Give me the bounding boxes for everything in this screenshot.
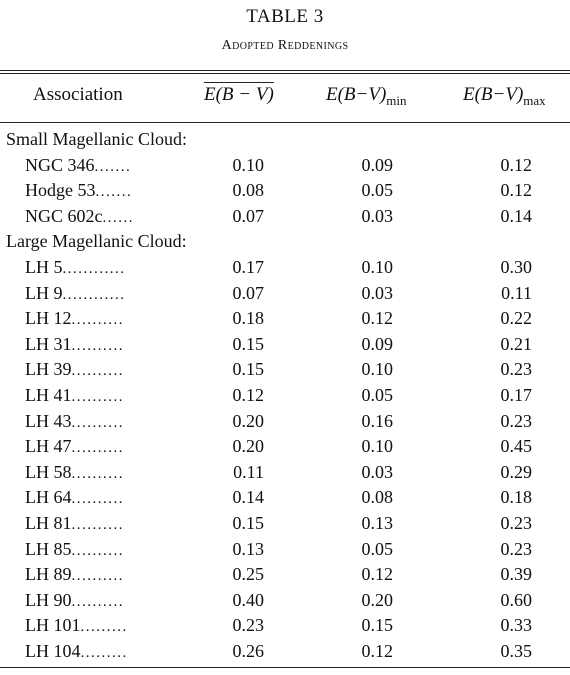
dot-leader: ....... [94, 158, 132, 175]
association-cell [25, 281, 126, 308]
header-rule [0, 122, 570, 123]
mean-reddening-cell: 0.11 [233, 461, 264, 482]
table-row [0, 281, 570, 306]
max-reddening-cell: 0.12 [500, 154, 532, 175]
association-name: LH 39 [25, 359, 72, 380]
min-reddening-cell: 0.16 [361, 410, 393, 431]
dot-leader: .......... [71, 465, 124, 482]
max-reddening-cell: 0.23 [500, 538, 532, 559]
header-row [0, 84, 570, 114]
association-name: LH 12 [25, 308, 72, 329]
table-row [0, 357, 570, 382]
dot-leader: .......... [71, 363, 124, 380]
mean-reddening-cell: 0.07 [232, 282, 264, 303]
max-reddening-symbol: E(B−V) [463, 84, 524, 105]
mean-reddening-cell: 0.15 [232, 359, 264, 380]
table-row [0, 383, 570, 408]
table-row [0, 537, 570, 562]
association-name: NGC 602c [25, 205, 103, 226]
association-name: LH 64 [25, 487, 72, 508]
min-reddening-cell: 0.15 [361, 615, 393, 636]
association-cell [25, 357, 124, 384]
max-reddening-cell: 0.39 [500, 564, 532, 585]
mean-reddening-cell: 0.07 [232, 205, 264, 226]
association-cell [25, 255, 126, 282]
mean-reddening-cell: 0.08 [232, 180, 264, 201]
max-reddening-cell: 0.23 [500, 359, 532, 380]
association-cell [25, 511, 124, 538]
table-row [0, 613, 570, 638]
group-label: Large Magellanic Cloud: [6, 231, 187, 252]
dot-leader: .......... [71, 440, 124, 457]
min-reddening-cell: 0.09 [361, 333, 393, 354]
column-header-mean-reddening: E(B − V) [204, 84, 274, 105]
min-reddening-cell: 0.20 [361, 589, 393, 610]
mean-reddening-cell: 0.15 [232, 333, 264, 354]
table-row [0, 639, 570, 664]
association-name: LH 9 [25, 282, 63, 303]
dot-leader: .......... [71, 593, 124, 610]
mean-reddening-cell: 0.20 [232, 410, 264, 431]
table-row [0, 306, 570, 331]
dot-leader: .......... [71, 414, 124, 431]
association-name: LH 90 [25, 589, 72, 610]
table-row [0, 511, 570, 536]
max-reddening-cell: 0.11 [501, 282, 532, 303]
association-cell [25, 204, 134, 231]
association-name: NGC 346 [25, 154, 95, 175]
min-reddening-cell: 0.05 [361, 385, 393, 405]
table-row [0, 178, 570, 203]
min-reddening-cell: 0.10 [361, 436, 393, 457]
association-name: Hodge 53 [25, 180, 96, 201]
column-header-association: Association [33, 84, 123, 105]
association-cell [25, 306, 124, 333]
bottom-rule [0, 667, 570, 668]
mean-reddening-cell: 0.13 [232, 538, 264, 559]
table-row [0, 460, 570, 485]
max-reddening-cell: 0.23 [500, 410, 532, 431]
min-reddening-cell: 0.03 [361, 282, 393, 303]
max-reddening-cell: 0.45 [500, 436, 532, 457]
min-reddening-cell: 0.03 [361, 205, 393, 226]
max-reddening-cell: 0.30 [500, 257, 532, 277]
mean-reddening-cell: 0.40 [232, 589, 264, 610]
dot-leader: .......... [71, 568, 124, 585]
dot-leader: ............ [62, 286, 126, 303]
association-cell [25, 178, 132, 205]
table-row [0, 485, 570, 510]
association-name: LH 85 [25, 538, 72, 559]
association-cell [25, 588, 124, 615]
association-name: LH 31 [25, 333, 72, 354]
min-reddening-cell: 0.13 [361, 513, 393, 533]
mean-reddening-cell: 0.14 [232, 487, 264, 508]
dot-leader: .......... [71, 337, 124, 354]
top-rule-double [0, 73, 570, 74]
max-reddening-cell: 0.33 [500, 615, 532, 636]
min-reddening-cell: 0.08 [361, 487, 393, 508]
association-name: LH 58 [25, 461, 72, 482]
mean-reddening-cell: 0.15 [232, 513, 264, 533]
table-number: TABLE 3 [246, 6, 324, 27]
table-row [0, 255, 570, 280]
association-cell [25, 562, 124, 589]
mean-reddening-cell: 0.10 [232, 154, 264, 175]
column-header-min-reddening [326, 84, 407, 106]
table-row [0, 562, 570, 587]
association-cell [25, 434, 124, 461]
association-cell [25, 485, 124, 512]
min-reddening-cell: 0.05 [361, 180, 393, 201]
association-name: LH 104 [25, 641, 81, 661]
dot-leader: .......... [71, 312, 124, 329]
association-cell [25, 409, 124, 436]
mean-reddening-cell: 0.26 [232, 641, 264, 661]
max-reddening-cell: 0.23 [500, 513, 532, 533]
dot-leader: .......... [71, 491, 124, 508]
top-rule [0, 70, 570, 71]
mean-reddening-cell: 0.20 [232, 436, 264, 457]
min-reddening-cell: 0.12 [361, 641, 393, 661]
table-row [0, 153, 570, 178]
association-cell [25, 153, 131, 180]
max-reddening-cell: 0.29 [500, 461, 532, 482]
table-caption: Adopted Reddenings [221, 38, 349, 53]
association-name: LH 47 [25, 436, 72, 457]
dot-leader: ......... [80, 645, 128, 661]
group-header-row [0, 229, 570, 254]
table-row [0, 434, 570, 459]
mean-reddening-cell: 0.17 [232, 257, 264, 277]
mean-reddening-cell: 0.18 [232, 308, 264, 329]
max-reddening-cell: 0.17 [500, 385, 532, 405]
min-reddening-cell: 0.12 [361, 308, 393, 329]
dot-leader: .......... [71, 517, 124, 533]
association-name: LH 81 [25, 513, 72, 533]
mean-reddening-cell: 0.25 [232, 564, 264, 585]
min-reddening-cell: 0.03 [361, 461, 393, 482]
association-cell [25, 537, 124, 564]
association-cell [25, 383, 124, 410]
mean-reddening-cell: 0.12 [232, 385, 264, 405]
max-reddening-cell: 0.35 [500, 641, 532, 661]
association-name: LH 101 [25, 615, 81, 636]
max-reddening-cell: 0.21 [500, 333, 532, 354]
association-name: LH 41 [25, 385, 72, 405]
table-row [0, 588, 570, 613]
dot-leader: .......... [71, 389, 124, 405]
min-reddening-symbol: E(B−V) [326, 84, 387, 105]
max-reddening-cell: 0.22 [500, 308, 532, 329]
association-cell [25, 332, 124, 359]
group-header-row [0, 127, 570, 152]
max-reddening-cell: 0.14 [500, 205, 532, 226]
min-subscript: min [386, 93, 407, 108]
association-cell [25, 613, 128, 640]
max-reddening-cell: 0.60 [500, 589, 532, 610]
association-cell [25, 460, 124, 487]
association-name: LH 5 [25, 257, 63, 277]
table-row [0, 332, 570, 357]
min-reddening-cell: 0.09 [361, 154, 393, 175]
association-name: LH 89 [25, 564, 72, 585]
min-reddening-cell: 0.12 [361, 564, 393, 585]
table-row [0, 409, 570, 434]
dot-leader: ...... [102, 209, 134, 226]
group-label: Small Magellanic Cloud: [6, 129, 187, 149]
max-reddening-cell: 0.18 [500, 487, 532, 508]
dot-leader: .......... [71, 542, 124, 559]
column-header-max-reddening [463, 84, 546, 106]
min-reddening-cell: 0.10 [361, 359, 393, 380]
dot-leader: ............ [62, 261, 126, 277]
max-reddening-cell: 0.12 [500, 180, 532, 201]
mean-reddening-cell: 0.23 [232, 615, 264, 636]
dot-leader: ......... [80, 619, 128, 636]
dot-leader: ....... [95, 184, 133, 201]
table-row [0, 204, 570, 229]
max-subscript: max [523, 93, 546, 108]
min-reddening-cell: 0.05 [361, 538, 393, 559]
min-reddening-cell: 0.10 [361, 257, 393, 277]
association-cell [25, 639, 128, 666]
association-name: LH 43 [25, 410, 72, 431]
